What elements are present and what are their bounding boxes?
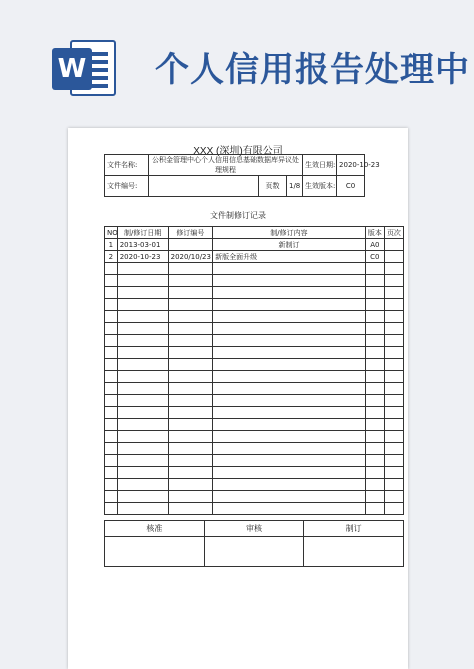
file-name-label: 文件名称: [105, 155, 149, 176]
signature-table [104, 520, 404, 567]
header-version: 版本 [365, 227, 384, 239]
banner [0, 0, 474, 120]
row-rev-no [168, 371, 213, 383]
row-date [117, 275, 168, 287]
row-version [365, 299, 384, 311]
prepare-signature-cell [304, 537, 404, 567]
row-no [105, 455, 118, 467]
row-version [365, 347, 384, 359]
row-date [117, 455, 168, 467]
header-date: 制/修订日期 [117, 227, 168, 239]
revision-record-title: 文件制修订记录 [210, 211, 266, 220]
empty-table-row [105, 467, 404, 479]
row-content: 新制订 [213, 239, 366, 251]
pages-label: 页数 [259, 176, 287, 197]
row-version [365, 263, 384, 275]
row-date [117, 263, 168, 275]
row-page [384, 395, 403, 407]
row-no [105, 467, 118, 479]
row-page [384, 263, 403, 275]
empty-table-row [105, 323, 404, 335]
empty-table-row [105, 383, 404, 395]
header-rev-no: 修订编号 [168, 227, 213, 239]
row-page [384, 323, 403, 335]
row-version [365, 503, 384, 515]
row-no: 1 [105, 239, 118, 251]
row-rev-no [168, 467, 213, 479]
row-rev-no [168, 407, 213, 419]
row-content [213, 287, 366, 299]
row-page [384, 455, 403, 467]
row-content [213, 431, 366, 443]
file-no-value [149, 176, 259, 197]
file-name-value: 公积金管理中心个人信用信息基础数据库异议处理规程 [149, 155, 303, 176]
row-no [105, 443, 118, 455]
row-date [117, 311, 168, 323]
row-content [213, 407, 366, 419]
row-version [365, 383, 384, 395]
row-no: 2 [105, 251, 118, 263]
row-date [117, 479, 168, 491]
empty-table-row [105, 491, 404, 503]
row-version [365, 395, 384, 407]
word-icon [52, 40, 124, 100]
row-page [384, 407, 403, 419]
row-rev-no [168, 491, 213, 503]
company-name: XXX (深圳)有限公司 [193, 146, 283, 157]
row-page [384, 443, 403, 455]
row-rev-no [168, 347, 213, 359]
empty-table-row [105, 407, 404, 419]
row-no [105, 263, 118, 275]
empty-table-row [105, 455, 404, 467]
row-content [213, 383, 366, 395]
row-page [384, 371, 403, 383]
row-content [213, 467, 366, 479]
row-date [117, 443, 168, 455]
row-date [117, 359, 168, 371]
pages-value: 1/8 [287, 176, 303, 197]
revision-table-body [105, 227, 404, 515]
row-version: A0 [365, 239, 384, 251]
row-page [384, 503, 403, 515]
row-no [105, 335, 118, 347]
row-rev-no: 2020/10/23 [168, 251, 213, 263]
row-no [105, 275, 118, 287]
row-no [105, 371, 118, 383]
row-date [117, 299, 168, 311]
version-value: C0 [337, 176, 365, 197]
row-rev-no [168, 455, 213, 467]
row-no [105, 383, 118, 395]
row-content [213, 323, 366, 335]
row-no [105, 395, 118, 407]
row-date [117, 431, 168, 443]
empty-table-row [105, 431, 404, 443]
row-content: 新版全面升级 [213, 251, 366, 263]
row-no [105, 407, 118, 419]
empty-table-row [105, 299, 404, 311]
revision-header-row [105, 227, 404, 239]
empty-table-row [105, 275, 404, 287]
row-rev-no [168, 383, 213, 395]
document-page [68, 128, 408, 669]
row-date [117, 467, 168, 479]
row-page [384, 467, 403, 479]
empty-table-row [105, 359, 404, 371]
row-no [105, 503, 118, 515]
effective-date-value: 2020-10-23 [337, 155, 365, 176]
empty-table-row [105, 311, 404, 323]
document-info-table [104, 154, 380, 197]
row-content [213, 371, 366, 383]
row-version: C0 [365, 251, 384, 263]
row-content [213, 455, 366, 467]
row-page [384, 431, 403, 443]
empty-table-row [105, 371, 404, 383]
row-version [365, 491, 384, 503]
row-no [105, 431, 118, 443]
row-page [384, 275, 403, 287]
prepare-label: 制订 [304, 521, 404, 537]
revision-table [104, 226, 404, 515]
row-rev-no [168, 479, 213, 491]
row-version [365, 443, 384, 455]
word-icon-letter: W [52, 48, 92, 90]
row-page [384, 299, 403, 311]
review-signature-cell [204, 537, 304, 567]
row-version [365, 479, 384, 491]
row-page [384, 419, 403, 431]
row-content [213, 419, 366, 431]
row-date [117, 503, 168, 515]
row-rev-no [168, 287, 213, 299]
row-date [117, 347, 168, 359]
version-label: 生效版本: [303, 176, 337, 197]
row-date: 2020-10-23 [117, 251, 168, 263]
row-no [105, 287, 118, 299]
empty-table-row [105, 443, 404, 455]
row-date [117, 395, 168, 407]
empty-table-row [105, 335, 404, 347]
row-page [384, 383, 403, 395]
effective-date-label: 生效日期: [303, 155, 337, 176]
row-version [365, 323, 384, 335]
row-version [365, 311, 384, 323]
row-page [384, 335, 403, 347]
row-rev-no [168, 275, 213, 287]
row-rev-no [168, 323, 213, 335]
table-row [105, 251, 404, 263]
row-date [117, 383, 168, 395]
table-row [105, 239, 404, 251]
row-date: 2013-03-01 [117, 239, 168, 251]
row-version [365, 371, 384, 383]
row-rev-no [168, 431, 213, 443]
empty-table-row [105, 395, 404, 407]
row-rev-no [168, 299, 213, 311]
row-page [384, 311, 403, 323]
row-rev-no [168, 395, 213, 407]
row-content [213, 443, 366, 455]
approve-label: 核准 [105, 521, 205, 537]
row-rev-no [168, 239, 213, 251]
row-no [105, 359, 118, 371]
row-content [213, 491, 366, 503]
row-page [384, 491, 403, 503]
row-rev-no [168, 443, 213, 455]
banner-title: 个人信用报告处理中 [155, 50, 470, 90]
row-no [105, 419, 118, 431]
empty-table-row [105, 479, 404, 491]
row-date [117, 335, 168, 347]
row-rev-no [168, 263, 213, 275]
row-date [117, 371, 168, 383]
row-content [213, 263, 366, 275]
row-page [384, 347, 403, 359]
row-content [213, 359, 366, 371]
row-content [213, 395, 366, 407]
row-date [117, 407, 168, 419]
row-version [365, 467, 384, 479]
row-content [213, 311, 366, 323]
row-no [105, 323, 118, 335]
row-page [384, 287, 403, 299]
row-version [365, 359, 384, 371]
row-page [384, 251, 403, 263]
row-content [213, 275, 366, 287]
row-version [365, 419, 384, 431]
approve-signature-cell [105, 537, 205, 567]
empty-table-row [105, 263, 404, 275]
row-rev-no [168, 311, 213, 323]
row-content [213, 479, 366, 491]
row-content [213, 335, 366, 347]
file-no-label: 文件编号: [105, 176, 149, 197]
row-content [213, 299, 366, 311]
row-version [365, 407, 384, 419]
row-content [213, 503, 366, 515]
row-date [117, 323, 168, 335]
row-date [117, 419, 168, 431]
header-page: 页次 [384, 227, 403, 239]
header-content: 制/修订内容 [213, 227, 366, 239]
row-date [117, 287, 168, 299]
row-page [384, 239, 403, 251]
row-no [105, 491, 118, 503]
header-no: NO [105, 227, 118, 239]
empty-table-row [105, 347, 404, 359]
empty-table-row [105, 287, 404, 299]
row-page [384, 479, 403, 491]
row-version [365, 431, 384, 443]
row-rev-no [168, 335, 213, 347]
empty-table-row [105, 503, 404, 515]
row-content [213, 347, 366, 359]
row-no [105, 479, 118, 491]
empty-table-row [105, 419, 404, 431]
review-label: 审核 [204, 521, 304, 537]
row-version [365, 455, 384, 467]
row-version [365, 335, 384, 347]
row-no [105, 347, 118, 359]
row-rev-no [168, 419, 213, 431]
row-no [105, 299, 118, 311]
row-date [117, 491, 168, 503]
row-page [384, 359, 403, 371]
row-version [365, 275, 384, 287]
row-rev-no [168, 503, 213, 515]
row-no [105, 311, 118, 323]
row-version [365, 287, 384, 299]
row-rev-no [168, 359, 213, 371]
